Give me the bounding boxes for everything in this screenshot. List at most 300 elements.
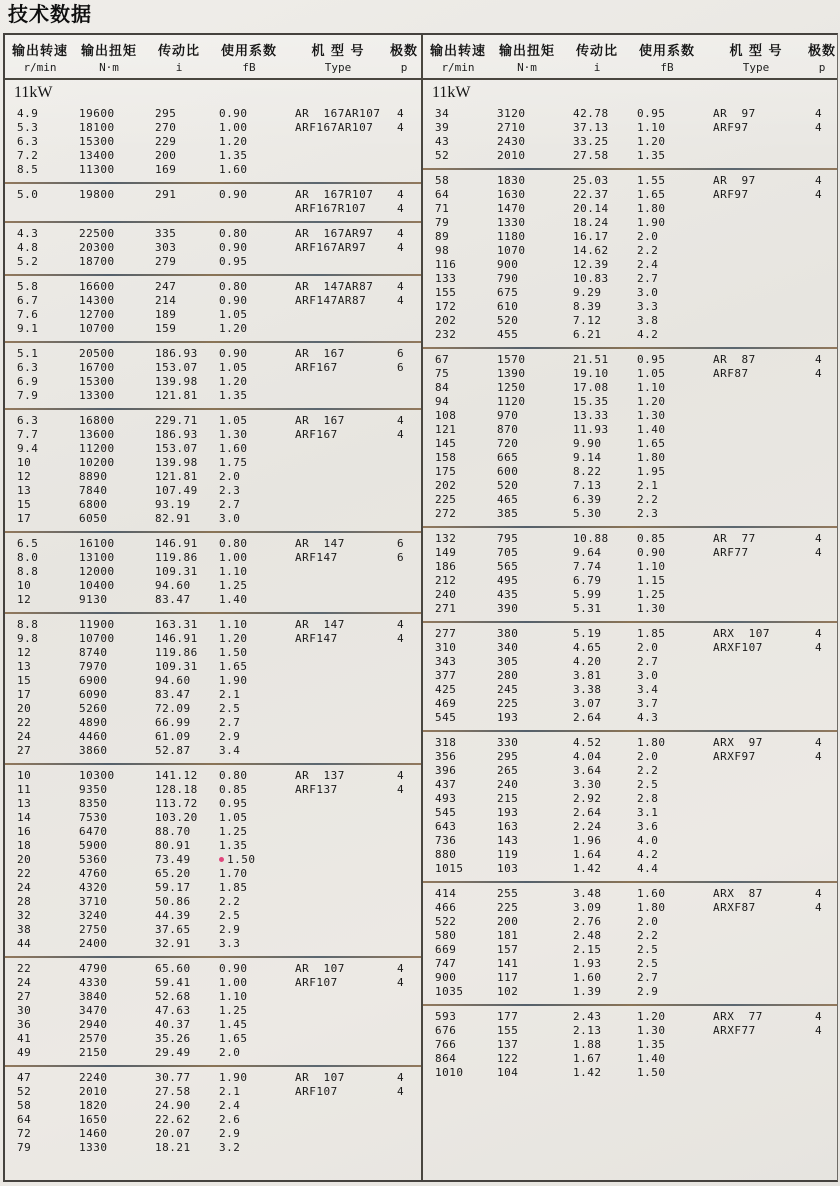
cell-factor: 2.7	[219, 498, 241, 511]
table-row	[423, 286, 837, 300]
header-unit-poles: p	[400, 61, 408, 74]
cell-torque: 10700	[79, 322, 115, 335]
cell-type	[295, 744, 397, 758]
header-col-speed	[9, 40, 71, 74]
cell-ratio: 107.49	[155, 484, 198, 497]
cell-poles: 4	[397, 280, 405, 293]
cell-ratio: 17.08	[573, 381, 609, 394]
cell-factor: 1.20	[219, 135, 248, 148]
cell-speed: 36	[17, 1018, 32, 1031]
cell-ratio: 42.78	[573, 107, 609, 120]
cell-poles: 4	[397, 1071, 405, 1084]
cell-type: ARX 97	[713, 736, 763, 749]
cell-speed: 277	[435, 627, 457, 640]
cell-ratio: 3.38	[573, 683, 602, 696]
cell-type	[713, 915, 815, 929]
cell-factor: 1.70	[219, 867, 248, 880]
cell-poles	[815, 943, 840, 957]
cell-factor: 0.95	[219, 797, 248, 810]
cell-poles	[815, 764, 840, 778]
cell-factor: 1.40	[637, 423, 666, 436]
cell-ratio: 32.91	[155, 937, 191, 950]
cell-speed: 20	[17, 853, 32, 866]
cell-ratio: 3.30	[573, 778, 602, 791]
cell-ratio: 65.60	[155, 962, 191, 975]
cell-ratio: 52.68	[155, 990, 191, 1003]
table-row	[5, 135, 421, 149]
header-col-torque	[489, 40, 565, 74]
cell-type	[295, 1099, 397, 1113]
cell-ratio: 20.14	[573, 202, 609, 215]
cell-speed: 414	[435, 887, 457, 900]
cell-type	[713, 834, 815, 848]
cell-speed: 5.1	[17, 347, 39, 360]
header-unit-factor: fB	[242, 61, 256, 74]
cell-torque: 1820	[79, 1099, 108, 1112]
cell-type	[713, 669, 815, 683]
cell-ratio: 80.91	[155, 839, 191, 852]
cell-speed: 13	[17, 660, 32, 673]
cell-speed: 493	[435, 792, 457, 805]
cell-speed: 593	[435, 1010, 457, 1023]
cell-poles	[815, 300, 840, 314]
cell-torque: 193	[497, 806, 519, 819]
cell-type	[295, 456, 397, 470]
cell-ratio: 200	[155, 149, 177, 162]
cell-torque: 177	[497, 1010, 519, 1023]
cell-type	[713, 230, 815, 244]
cell-speed: 43	[435, 135, 450, 148]
cell-type: ARF97	[713, 121, 749, 134]
cell-poles	[815, 1052, 840, 1066]
cell-type: ARF147AR87	[295, 294, 367, 307]
cell-torque: 610	[497, 300, 519, 313]
cell-ratio: 291	[155, 188, 177, 201]
cell-ratio: 8.39	[573, 300, 602, 313]
cell-torque: 6800	[79, 498, 108, 511]
cell-ratio: 73.49	[155, 853, 191, 866]
cell-poles	[815, 574, 840, 588]
cell-ratio: 5.31	[573, 602, 602, 615]
cell-ratio: 247	[155, 280, 177, 293]
table-row	[5, 783, 421, 797]
cell-factor: 2.4	[637, 258, 659, 271]
cell-factor: 1.50	[637, 1066, 666, 1079]
cell-speed: 89	[435, 230, 450, 243]
cell-poles: 4	[397, 188, 405, 201]
cell-factor: 3.4	[219, 744, 241, 757]
cell-type	[713, 423, 815, 437]
cell-speed: 377	[435, 669, 457, 682]
table-row	[423, 711, 837, 725]
row-group	[5, 103, 421, 182]
cell-type: AR 107	[295, 962, 345, 975]
table-row	[5, 470, 421, 484]
cell-factor: 3.8	[637, 314, 659, 327]
row-group	[5, 531, 421, 612]
cell-poles	[815, 711, 840, 725]
cell-speed: 108	[435, 409, 457, 422]
cell-type: ARF167AR97	[295, 241, 367, 254]
cell-poles: 6	[397, 537, 405, 550]
row-group	[5, 341, 421, 408]
table-row	[5, 1032, 421, 1046]
power-label: 11kW	[432, 84, 471, 101]
table-row	[423, 1038, 837, 1052]
cell-torque: 16700	[79, 361, 115, 374]
cell-type	[713, 560, 815, 574]
cell-type: AR 137	[295, 769, 345, 782]
cell-type	[713, 1052, 815, 1066]
cell-torque: 705	[497, 546, 519, 559]
cell-torque: 2940	[79, 1018, 108, 1031]
cell-ratio: 1.88	[573, 1038, 602, 1051]
cell-poles	[815, 286, 840, 300]
table-row	[423, 627, 837, 641]
cell-ratio: 2.64	[573, 806, 602, 819]
cell-type	[713, 683, 815, 697]
table-row	[5, 797, 421, 811]
cell-factor: 1.20	[637, 395, 666, 408]
cell-type	[295, 498, 397, 512]
cell-type: ARX 87	[713, 887, 763, 900]
cell-poles	[815, 230, 840, 244]
cell-type	[295, 674, 397, 688]
table-row	[423, 602, 837, 616]
header-col-type	[287, 40, 389, 74]
table-row	[423, 792, 837, 806]
cell-factor: 1.35	[637, 1038, 666, 1051]
table-row	[423, 764, 837, 778]
cell-ratio: 24.90	[155, 1099, 191, 1112]
cell-torque: 2240	[79, 1071, 108, 1084]
cell-poles: 4	[397, 414, 405, 427]
cell-torque: 11900	[79, 618, 115, 631]
table-row	[5, 1018, 421, 1032]
cell-factor: 1.15	[637, 574, 666, 587]
table-row	[423, 328, 837, 342]
cell-speed: 17	[17, 512, 32, 525]
cell-type: AR 167	[295, 347, 345, 360]
table-row	[5, 414, 421, 428]
cell-poles: 4	[815, 107, 823, 120]
cell-ratio: 3.48	[573, 887, 602, 900]
table-row	[423, 230, 837, 244]
cell-torque: 141	[497, 957, 519, 970]
cell-speed: 5.8	[17, 280, 39, 293]
cell-factor: 2.1	[219, 688, 241, 701]
cell-factor: 1.55	[637, 174, 666, 187]
cell-speed: 58	[435, 174, 450, 187]
cell-speed: 6.3	[17, 361, 39, 374]
cell-ratio: 14.62	[573, 244, 609, 257]
cell-speed: 79	[17, 1141, 32, 1154]
cell-ratio: 18.24	[573, 216, 609, 229]
cell-type	[295, 923, 397, 937]
cell-poles: 4	[397, 227, 405, 240]
cell-factor: 1.10	[637, 121, 666, 134]
cell-torque: 10400	[79, 579, 115, 592]
table-row	[423, 121, 837, 135]
cell-speed: 747	[435, 957, 457, 970]
cell-factor: 1.60	[219, 163, 248, 176]
cell-speed: 6.5	[17, 537, 39, 550]
header-label-poles: 极数	[389, 44, 418, 59]
cell-speed: 15	[17, 674, 32, 687]
cell-type	[295, 579, 397, 593]
table-row	[423, 532, 837, 546]
table-row	[423, 135, 837, 149]
table-row	[423, 848, 837, 862]
cell-ratio: 121.81	[155, 470, 198, 483]
cell-torque: 1390	[497, 367, 526, 380]
cell-poles	[815, 862, 840, 876]
cell-torque: 675	[497, 286, 519, 299]
cell-speed: 1015	[435, 862, 464, 875]
table-row	[423, 188, 837, 202]
cell-factor: 4.2	[637, 328, 659, 341]
cell-ratio: 279	[155, 255, 177, 268]
table-row	[5, 121, 421, 135]
cell-factor: 0.80	[219, 769, 248, 782]
cell-factor: 2.5	[219, 909, 241, 922]
table-row	[5, 769, 421, 783]
row-group	[5, 182, 421, 221]
cell-speed: 864	[435, 1052, 457, 1065]
row-group	[423, 1004, 837, 1085]
cell-speed: 132	[435, 532, 457, 545]
cell-speed: 71	[435, 202, 450, 215]
cell-poles	[815, 272, 840, 286]
cell-factor: 4.2	[637, 848, 659, 861]
cell-factor: 1.35	[219, 839, 248, 852]
cell-speed: 4.9	[17, 107, 39, 120]
cell-factor: 1.35	[219, 149, 248, 162]
cell-ratio: 2.48	[573, 929, 602, 942]
cell-poles	[815, 602, 840, 616]
cell-type	[713, 314, 815, 328]
cell-poles	[815, 149, 840, 163]
cell-speed: 736	[435, 834, 457, 847]
page-title: 技术数据	[8, 2, 92, 26]
cell-type	[295, 512, 397, 526]
header-unit-type: Type	[324, 61, 352, 74]
cell-factor: 2.0	[637, 230, 659, 243]
cell-poles	[815, 381, 840, 395]
table-row	[423, 353, 837, 367]
cell-ratio: 295	[155, 107, 177, 120]
table-row	[5, 241, 421, 255]
table-row	[423, 300, 837, 314]
row-group	[5, 763, 421, 956]
cell-torque: 10700	[79, 632, 115, 645]
table-row	[423, 451, 837, 465]
cell-speed: 212	[435, 574, 457, 587]
cell-poles	[815, 655, 840, 669]
cell-factor: 3.0	[637, 286, 659, 299]
cell-poles: 4	[397, 428, 405, 441]
cell-ratio: 2.92	[573, 792, 602, 805]
cell-torque: 1630	[497, 188, 526, 201]
cell-torque: 1830	[497, 174, 526, 187]
cell-torque: 215	[497, 792, 519, 805]
cell-type	[713, 957, 815, 971]
cell-speed: 121	[435, 423, 457, 436]
cell-ratio: 109.31	[155, 565, 198, 578]
cell-speed: 149	[435, 546, 457, 559]
table-row	[423, 216, 837, 230]
cell-torque: 104	[497, 1066, 519, 1079]
table-row	[5, 730, 421, 744]
cell-type	[295, 375, 397, 389]
cell-speed: 175	[435, 465, 457, 478]
cell-type	[295, 688, 397, 702]
cell-type	[295, 484, 397, 498]
cell-type	[295, 389, 397, 403]
header-label-speed: 输出转速	[11, 44, 68, 59]
cell-torque: 3860	[79, 744, 108, 757]
cell-type	[295, 937, 397, 951]
cell-speed: 1035	[435, 985, 464, 998]
cell-factor: 4.0	[637, 834, 659, 847]
cell-type	[713, 1038, 815, 1052]
cell-type: ARXF77	[713, 1024, 756, 1037]
header-unit-type: Type	[742, 61, 770, 74]
cell-poles	[815, 479, 840, 493]
cell-torque: 390	[497, 602, 519, 615]
cell-factor: 2.2	[637, 244, 659, 257]
cell-poles: 6	[397, 551, 405, 564]
cell-ratio: 47.63	[155, 1004, 191, 1017]
table-row	[5, 428, 421, 442]
table-row	[423, 736, 837, 750]
cell-torque: 7970	[79, 660, 108, 673]
cell-type	[713, 272, 815, 286]
cell-poles: 4	[815, 641, 823, 654]
header-label-factor: 使用系数	[638, 44, 695, 59]
cell-poles: 4	[397, 962, 405, 975]
table-row	[5, 881, 421, 895]
cell-type	[295, 1113, 397, 1127]
cell-factor: 3.0	[219, 512, 241, 525]
cell-speed: 469	[435, 697, 457, 710]
cell-type: ARXF107	[713, 641, 763, 654]
cell-poles	[815, 806, 840, 820]
cell-factor: 1.60	[219, 442, 248, 455]
cell-factor: 2.0	[637, 915, 659, 928]
cell-factor: 0.90	[637, 546, 666, 559]
cell-torque: 3840	[79, 990, 108, 1003]
cell-ratio: 2.76	[573, 915, 602, 928]
cell-factor: 0.90	[219, 347, 248, 360]
technical-data-table	[3, 33, 838, 1182]
cell-factor: 1.90	[219, 1071, 248, 1084]
table-row	[5, 895, 421, 909]
cell-torque: 6090	[79, 688, 108, 701]
cell-poles	[815, 1066, 840, 1080]
cell-ratio: 303	[155, 241, 177, 254]
cell-speed: 643	[435, 820, 457, 833]
cell-type: ARF137	[295, 783, 338, 796]
cell-factor: 2.3	[219, 484, 241, 497]
cell-speed: 38	[17, 923, 32, 936]
cell-factor: 2.1	[637, 479, 659, 492]
cell-torque: 2430	[497, 135, 526, 148]
cell-ratio: 186.93	[155, 347, 198, 360]
cell-factor: 1.20	[219, 632, 248, 645]
cell-speed: 64	[435, 188, 450, 201]
cell-torque: 8890	[79, 470, 108, 483]
row-group	[423, 881, 837, 1004]
cell-torque: 1120	[497, 395, 526, 408]
table-row	[5, 618, 421, 632]
cell-poles	[815, 820, 840, 834]
cell-type	[713, 848, 815, 862]
cell-torque: 13100	[79, 551, 115, 564]
cell-torque: 163	[497, 820, 519, 833]
cell-ratio: 9.29	[573, 286, 602, 299]
cell-type: ARF167	[295, 361, 338, 374]
table-row	[423, 778, 837, 792]
table-row	[5, 202, 421, 216]
table-row	[5, 744, 421, 758]
cell-type	[713, 985, 815, 999]
cell-factor: 1.65	[219, 660, 248, 673]
cell-speed: 12	[17, 646, 32, 659]
cell-type	[713, 697, 815, 711]
cell-factor: 2.7	[637, 272, 659, 285]
cell-speed: 116	[435, 258, 457, 271]
cell-type: ARF147	[295, 632, 338, 645]
table-row	[423, 314, 837, 328]
cell-factor: 2.6	[219, 1113, 241, 1126]
cell-type	[713, 395, 815, 409]
cell-torque: 4460	[79, 730, 108, 743]
row-group	[5, 221, 421, 274]
cell-ratio: 11.93	[573, 423, 609, 436]
cell-ratio: 153.07	[155, 361, 198, 374]
cell-ratio: 12.39	[573, 258, 609, 271]
cell-torque: 1330	[79, 1141, 108, 1154]
table-row	[423, 1024, 837, 1038]
cell-poles	[815, 697, 840, 711]
table-row	[5, 962, 421, 976]
cell-poles	[815, 395, 840, 409]
cell-ratio: 119.86	[155, 551, 198, 564]
cell-factor: 3.3	[219, 937, 241, 950]
cell-torque: 11300	[79, 163, 115, 176]
cell-type	[295, 1004, 397, 1018]
header-unit-speed: r/min	[441, 61, 475, 74]
cell-factor: 1.25	[219, 1004, 248, 1017]
header-label-speed: 输出转速	[429, 44, 486, 59]
table-row	[423, 174, 837, 188]
cell-torque: 193	[497, 711, 519, 724]
cell-ratio: 103.20	[155, 811, 198, 824]
cell-ratio: 93.19	[155, 498, 191, 511]
cell-ratio: 1.64	[573, 848, 602, 861]
cell-factor: 2.9	[219, 923, 241, 936]
cell-torque: 16600	[79, 280, 115, 293]
cell-poles: 4	[815, 532, 823, 545]
cell-ratio: 59.17	[155, 881, 191, 894]
cell-poles: 4	[815, 750, 823, 763]
table-row	[423, 943, 837, 957]
cell-speed: 6.9	[17, 375, 39, 388]
cell-poles: 4	[815, 887, 823, 900]
cell-ratio: 94.60	[155, 674, 191, 687]
cell-ratio	[155, 202, 219, 216]
